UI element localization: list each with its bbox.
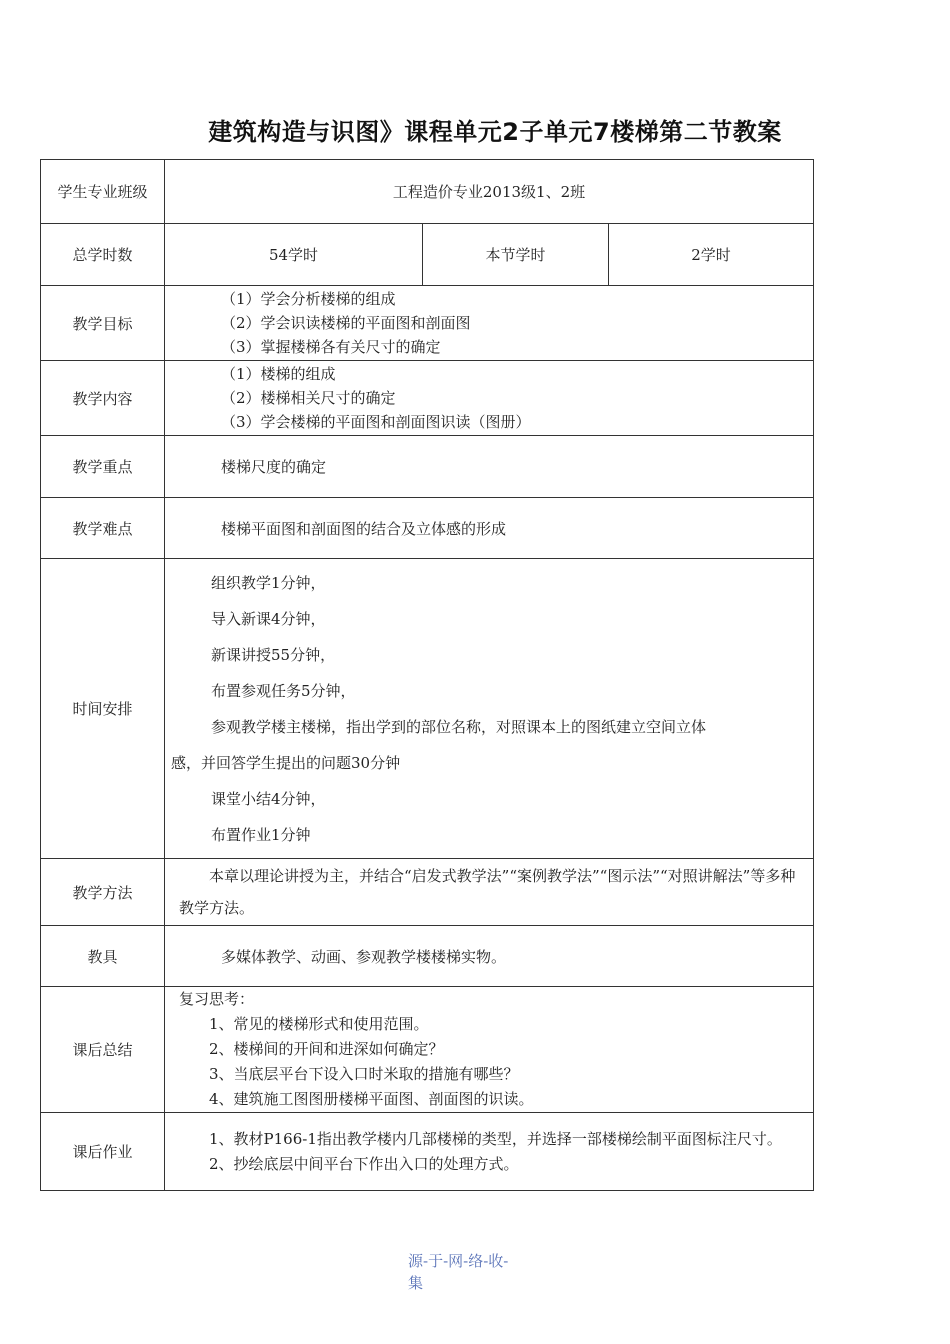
hours-label: 总学时数 (41, 224, 165, 286)
row-schedule (41, 559, 814, 859)
method-text: 本章以理论讲授为主，并结合“启发式教学法”“案例教学法”“图示法”“对照讲解法”等多种教学方法。 (165, 859, 814, 926)
footer-line: 源-于-网-络-收- (408, 1252, 509, 1270)
hours-section-label: 本节学时 (423, 224, 609, 286)
list-item: （1）楼梯的组成 (221, 365, 336, 383)
homework-label: 课后作业 (41, 1113, 165, 1191)
list-item: （2）楼梯相关尺寸的确定 (221, 389, 396, 407)
row-class (41, 160, 814, 224)
method-label: 教学方法 (41, 859, 165, 926)
summary-label: 课后总结 (41, 987, 165, 1113)
row-goals (41, 286, 814, 361)
list-item: 组织教学1分钟， (211, 573, 326, 592)
row-content (41, 361, 814, 436)
hours-total: 54学时 (165, 224, 423, 286)
list-item: 3、当底层平台下设入口时米取的措施有哪些？ (209, 1065, 519, 1083)
list-item: 导入新课4分钟， (211, 609, 326, 628)
key-value: 楼梯尺度的确定 (165, 436, 814, 498)
row-key (41, 436, 814, 498)
tools-value: 多媒体教学、动画、参观教学楼楼梯实物。 (165, 926, 814, 987)
homework-list (165, 1113, 814, 1191)
content-label: 教学内容 (41, 361, 165, 436)
hours-section: 2学时 (609, 224, 814, 286)
class-label: 学生专业班级 (41, 160, 165, 224)
content-list (165, 361, 814, 436)
row-tools (41, 926, 814, 987)
difficult-value: 楼梯平面图和剖面图的结合及立体感的形成 (165, 498, 814, 559)
footer-line: 集 (408, 1274, 424, 1292)
tools-label: 教具 (41, 926, 165, 987)
row-summary (41, 987, 814, 1113)
key-label: 教学重点 (41, 436, 165, 498)
list-item: 2、抄绘底层中间平台下作出入口的处理方式。 (209, 1154, 519, 1173)
page-title: 建筑构造与识图》课程单元2子单元7楼梯第二节教案 (208, 118, 782, 146)
list-item: 参观教学楼主楼梯，指出学到的部位名称，对照课本上的图纸建立空间立体 (211, 717, 707, 736)
row-homework (41, 1113, 814, 1191)
list-item: （2）学会识读楼梯的平面图和剖面图 (221, 314, 471, 332)
list-item: 1、教材P166-1指出教学楼内几部楼梯的类型，并选择一部楼梯绘制平面图标注尺寸。 (209, 1129, 782, 1148)
row-difficult (41, 498, 814, 559)
lesson-plan-table (40, 159, 814, 1191)
class-value: 工程造价专业2013级1、2班 (165, 160, 814, 224)
goals-label: 教学目标 (41, 286, 165, 361)
row-method (41, 859, 814, 926)
source-footer (408, 1250, 538, 1294)
schedule-list (165, 559, 814, 859)
list-item: 布置作业1分钟 (211, 825, 311, 844)
list-item: 课堂小结4分钟， (211, 789, 326, 808)
list-item: 1、常见的楼梯形式和使用范围。 (209, 1015, 429, 1033)
list-item: 布置参观任务5分钟， (211, 681, 356, 700)
difficult-label: 教学难点 (41, 498, 165, 559)
list-item: （3）学会楼梯的平面图和剖面图识读（图册） (221, 413, 531, 431)
goals-list (165, 286, 814, 361)
list-item: （3）掌握楼梯各有关尺寸的确定 (221, 338, 441, 356)
list-item: 4、建筑施工图图册楼梯平面图、剖面图的识读。 (209, 1090, 534, 1108)
list-item: 新课讲授55分钟， (211, 645, 336, 664)
summary-heading: 复习思考： (179, 990, 255, 1008)
schedule-label: 时间安排 (41, 559, 165, 859)
list-item: 感，并回答学生提出的问题30分钟 (171, 753, 401, 772)
summary-list (165, 987, 814, 1113)
list-item: 2、楼梯间的开间和进深如何确定？ (209, 1040, 444, 1058)
list-item: （1）学会分析楼梯的组成 (221, 290, 396, 308)
row-hours (41, 224, 814, 286)
